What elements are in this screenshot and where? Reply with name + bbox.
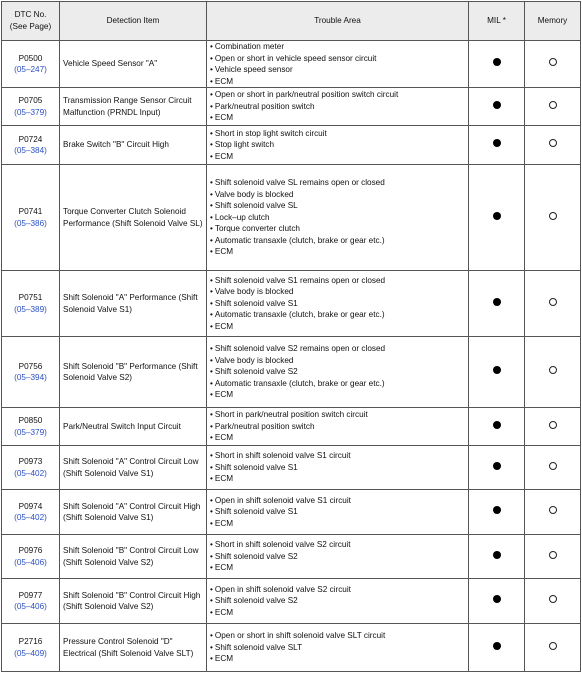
trouble-area-list — [210, 450, 465, 485]
memory-cell — [525, 41, 581, 88]
memory-cell — [525, 126, 581, 165]
trouble-area-cell — [207, 624, 469, 672]
trouble-area-list — [210, 177, 465, 258]
trouble-area-cell — [207, 337, 469, 408]
trouble-area-list — [210, 343, 465, 401]
filled-circle-icon — [493, 462, 501, 470]
memory-cell — [525, 408, 581, 446]
dtc-code-cell — [2, 126, 60, 165]
trouble-area-item: • Torque converter clutch — [210, 223, 465, 235]
detection-item: Shift Solenoid "A" Performance (Shift Solenoid Valve S1) — [60, 271, 207, 337]
open-circle-icon — [549, 298, 557, 306]
trouble-area-item: • ECM — [210, 607, 465, 619]
open-circle-icon — [549, 642, 557, 650]
trouble-area-item: • Shift solenoid valve S1 remains open or closed — [210, 275, 465, 287]
memory-cell — [525, 535, 581, 579]
detection-item: Shift Solenoid "A" Control Circuit Low (Shift Solenoid Valve S1) — [60, 446, 207, 490]
memory-cell — [525, 88, 581, 126]
table-row — [2, 535, 581, 579]
mil-cell — [469, 41, 525, 88]
trouble-area-item: • Open or short in park/neutral position switch circuit — [210, 89, 465, 101]
trouble-area-list — [210, 89, 465, 124]
trouble-area-item: • Open in shift solenoid valve S2 circuit — [210, 584, 465, 596]
see-page-link[interactable]: (05–379) — [14, 427, 47, 437]
see-page-link[interactable]: (05–402) — [14, 468, 47, 478]
trouble-area-item: • Open or short in vehicle speed sensor circuit — [210, 53, 465, 65]
header-memory: Memory — [525, 2, 581, 41]
mil-cell — [469, 490, 525, 535]
trouble-area-item: • Shift solenoid valve SLT — [210, 642, 465, 654]
trouble-area-item: • Park/neutral position switch — [210, 421, 465, 433]
see-page-link[interactable]: (05–247) — [14, 65, 47, 74]
header-mil: MIL * — [469, 2, 525, 41]
dtc-code: P0850 — [18, 416, 43, 425]
see-page-link[interactable]: (05–394) — [14, 373, 47, 382]
trouble-area-list — [210, 495, 465, 530]
trouble-area-list — [210, 41, 465, 87]
dtc-table — [1, 1, 581, 672]
table-row — [2, 490, 581, 535]
filled-circle-icon — [493, 139, 501, 147]
header-dtc — [2, 2, 60, 41]
filled-circle-icon — [493, 101, 501, 109]
mil-cell — [469, 446, 525, 490]
open-circle-icon — [549, 139, 557, 147]
mil-cell — [469, 535, 525, 579]
trouble-area-item: • Shift solenoid valve S1 — [210, 462, 465, 474]
trouble-area-item: • Shift solenoid valve S2 — [210, 366, 465, 378]
dtc-code: P0756 — [18, 361, 43, 371]
dtc-code-cell — [2, 271, 60, 337]
open-circle-icon — [549, 506, 557, 514]
trouble-area-cell — [207, 535, 469, 579]
see-page-link[interactable]: (05–379) — [14, 107, 47, 117]
trouble-area-cell — [207, 41, 469, 88]
memory-cell — [525, 337, 581, 408]
open-circle-icon — [549, 366, 557, 374]
memory-cell — [525, 446, 581, 490]
see-page-link[interactable]: (05–384) — [14, 146, 47, 155]
trouble-area-item: • ECM — [210, 473, 465, 485]
trouble-area-cell — [207, 490, 469, 535]
trouble-area-item: • Stop light switch — [210, 139, 465, 151]
table-row — [2, 126, 581, 165]
memory-cell — [525, 624, 581, 672]
dtc-code-cell — [2, 337, 60, 408]
dtc-code: P0977 — [18, 590, 43, 600]
trouble-area-cell — [207, 165, 469, 271]
filled-circle-icon — [493, 595, 501, 603]
see-page-link[interactable]: (05–389) — [14, 304, 47, 314]
open-circle-icon — [549, 101, 557, 109]
trouble-area-item: • ECM — [210, 653, 465, 665]
trouble-area-item: • Shift solenoid valve S1 — [210, 298, 465, 310]
filled-circle-icon — [493, 506, 501, 514]
detection-item: Torque Converter Clutch Solenoid Performance (Shift Solenoid Valve SL) — [60, 165, 207, 271]
memory-cell — [525, 165, 581, 271]
trouble-area-item: • Short in stop light switch circuit — [210, 128, 465, 140]
memory-cell — [525, 271, 581, 337]
trouble-area-item: • ECM — [210, 151, 465, 163]
trouble-area-cell — [207, 88, 469, 126]
header-detection-item: Detection Item — [60, 2, 207, 41]
trouble-area-list — [210, 630, 465, 665]
table-row — [2, 579, 581, 624]
detection-item: Vehicle Speed Sensor "A" — [60, 41, 207, 88]
header-dtc-label: DTC No. — [14, 10, 47, 19]
dtc-code: P0973 — [18, 457, 43, 466]
see-page-link[interactable]: (05–406) — [14, 602, 47, 611]
memory-cell — [525, 579, 581, 624]
dtc-code-cell — [2, 535, 60, 579]
trouble-area-list — [210, 584, 465, 619]
detection-item: Transmission Range Sensor Circuit Malfunction (PRNDL Input) — [60, 88, 207, 126]
filled-circle-icon — [493, 298, 501, 306]
dtc-code: P0705 — [18, 96, 43, 105]
see-page-link[interactable]: (05–409) — [14, 648, 47, 658]
trouble-area-item: • Shift solenoid valve S2 — [210, 595, 465, 607]
trouble-area-cell — [207, 126, 469, 165]
dtc-code: P0976 — [18, 546, 43, 555]
trouble-area-item: • Short in shift solenoid valve S2 circuit — [210, 539, 465, 551]
dtc-table-body — [2, 41, 581, 672]
trouble-area-item: • ECM — [210, 518, 465, 530]
trouble-area-item: • Park/neutral position switch — [210, 101, 465, 113]
filled-circle-icon — [493, 642, 501, 650]
table-row — [2, 41, 581, 88]
mil-cell — [469, 271, 525, 337]
header-trouble-area: Trouble Area — [207, 2, 469, 41]
trouble-area-item: • ECM — [210, 246, 465, 258]
trouble-area-item: • ECM — [210, 76, 465, 88]
table-row — [2, 88, 581, 126]
trouble-area-list — [210, 128, 465, 163]
trouble-area-item: • Automatic transaxle (clutch, brake or gear etc.) — [210, 235, 465, 247]
dtc-code-cell — [2, 624, 60, 672]
dtc-code-cell — [2, 41, 60, 88]
trouble-area-item: • ECM — [210, 432, 465, 444]
open-circle-icon — [549, 462, 557, 470]
dtc-code: P0974 — [18, 501, 43, 511]
trouble-area-cell — [207, 446, 469, 490]
detection-item: Shift Solenoid "B" Control Circuit High (Shift Solenoid Valve S2) — [60, 579, 207, 624]
trouble-area-list — [210, 409, 465, 444]
dtc-code: P2716 — [18, 637, 43, 646]
mil-cell — [469, 88, 525, 126]
mil-cell — [469, 408, 525, 446]
trouble-area-item: • Short in park/neutral position switch circuit — [210, 409, 465, 421]
table-row — [2, 624, 581, 672]
trouble-area-item: • Shift solenoid valve S2 remains open or closed — [210, 343, 465, 355]
see-page-link[interactable]: (05–402) — [14, 513, 47, 522]
filled-circle-icon — [493, 58, 501, 66]
table-row — [2, 271, 581, 337]
header-see-page: (See Page) — [9, 22, 52, 31]
trouble-area-item: • Valve body is blocked — [210, 189, 465, 201]
mil-cell — [469, 579, 525, 624]
trouble-area-item: • Shift solenoid valve SL — [210, 200, 465, 212]
trouble-area-item: • Open in shift solenoid valve S1 circuit — [210, 495, 465, 507]
trouble-area-item: • ECM — [210, 112, 465, 124]
filled-circle-icon — [493, 212, 501, 220]
see-page-link[interactable]: (05–386) — [14, 218, 47, 228]
trouble-area-item: • Lock–up clutch — [210, 212, 465, 224]
detection-item: Shift Solenoid "B" Control Circuit Low (Shift Solenoid Valve S2) — [60, 535, 207, 579]
dtc-code-cell — [2, 88, 60, 126]
dtc-code: P0741 — [18, 207, 43, 216]
trouble-area-list — [210, 539, 465, 574]
table-row — [2, 408, 581, 446]
open-circle-icon — [549, 551, 557, 559]
dtc-code: P0724 — [18, 134, 43, 144]
dtc-code-cell — [2, 408, 60, 446]
filled-circle-icon — [493, 366, 501, 374]
trouble-area-item: • Automatic transaxle (clutch, brake or gear etc.) — [210, 378, 465, 390]
trouble-area-cell — [207, 408, 469, 446]
trouble-area-item: • Open or short in shift solenoid valve SLT circuit — [210, 630, 465, 642]
trouble-area-item: • Shift solenoid valve SL remains open or closed — [210, 177, 465, 189]
filled-circle-icon — [493, 551, 501, 559]
header-row — [2, 2, 581, 41]
trouble-area-item: • Vehicle speed sensor — [210, 64, 465, 76]
trouble-area-item: • Valve body is blocked — [210, 286, 465, 298]
dtc-code-cell — [2, 490, 60, 535]
mil-cell — [469, 624, 525, 672]
trouble-area-list — [210, 275, 465, 333]
trouble-area-item: • ECM — [210, 389, 465, 401]
memory-cell — [525, 490, 581, 535]
dtc-code-cell — [2, 446, 60, 490]
open-circle-icon — [549, 212, 557, 220]
dtc-code-cell — [2, 579, 60, 624]
trouble-area-cell — [207, 579, 469, 624]
trouble-area-cell — [207, 271, 469, 337]
trouble-area-item: • Combination meter — [210, 41, 465, 53]
trouble-area-item: • Automatic transaxle (clutch, brake or gear etc.) — [210, 309, 465, 321]
trouble-area-item: • Shift solenoid valve S1 — [210, 506, 465, 518]
trouble-area-item: • Short in shift solenoid valve S1 circuit — [210, 450, 465, 462]
trouble-area-item: • ECM — [210, 321, 465, 333]
trouble-area-item: • Valve body is blocked — [210, 355, 465, 367]
trouble-area-item: • Shift solenoid valve S2 — [210, 551, 465, 563]
dtc-code: P0500 — [18, 53, 43, 63]
table-row — [2, 337, 581, 408]
detection-item: Shift Solenoid "A" Control Circuit High (Shift Solenoid Valve S1) — [60, 490, 207, 535]
table-row — [2, 446, 581, 490]
detection-item: Brake Switch "B" Circuit High — [60, 126, 207, 165]
detection-item: Park/Neutral Switch Input Circuit — [60, 408, 207, 446]
dtc-code-cell — [2, 165, 60, 271]
open-circle-icon — [549, 595, 557, 603]
table-row — [2, 165, 581, 271]
open-circle-icon — [549, 421, 557, 429]
open-circle-icon — [549, 58, 557, 66]
mil-cell — [469, 165, 525, 271]
see-page-link[interactable]: (05–406) — [14, 557, 47, 567]
mil-cell — [469, 126, 525, 165]
detection-item: Shift Solenoid "B" Performance (Shift Solenoid Valve S2) — [60, 337, 207, 408]
filled-circle-icon — [493, 421, 501, 429]
mil-cell — [469, 337, 525, 408]
trouble-area-item: • ECM — [210, 562, 465, 574]
dtc-code: P0751 — [18, 293, 43, 302]
detection-item: Pressure Control Solenoid "D" Electrical (Shift Solenoid Valve SLT) — [60, 624, 207, 672]
